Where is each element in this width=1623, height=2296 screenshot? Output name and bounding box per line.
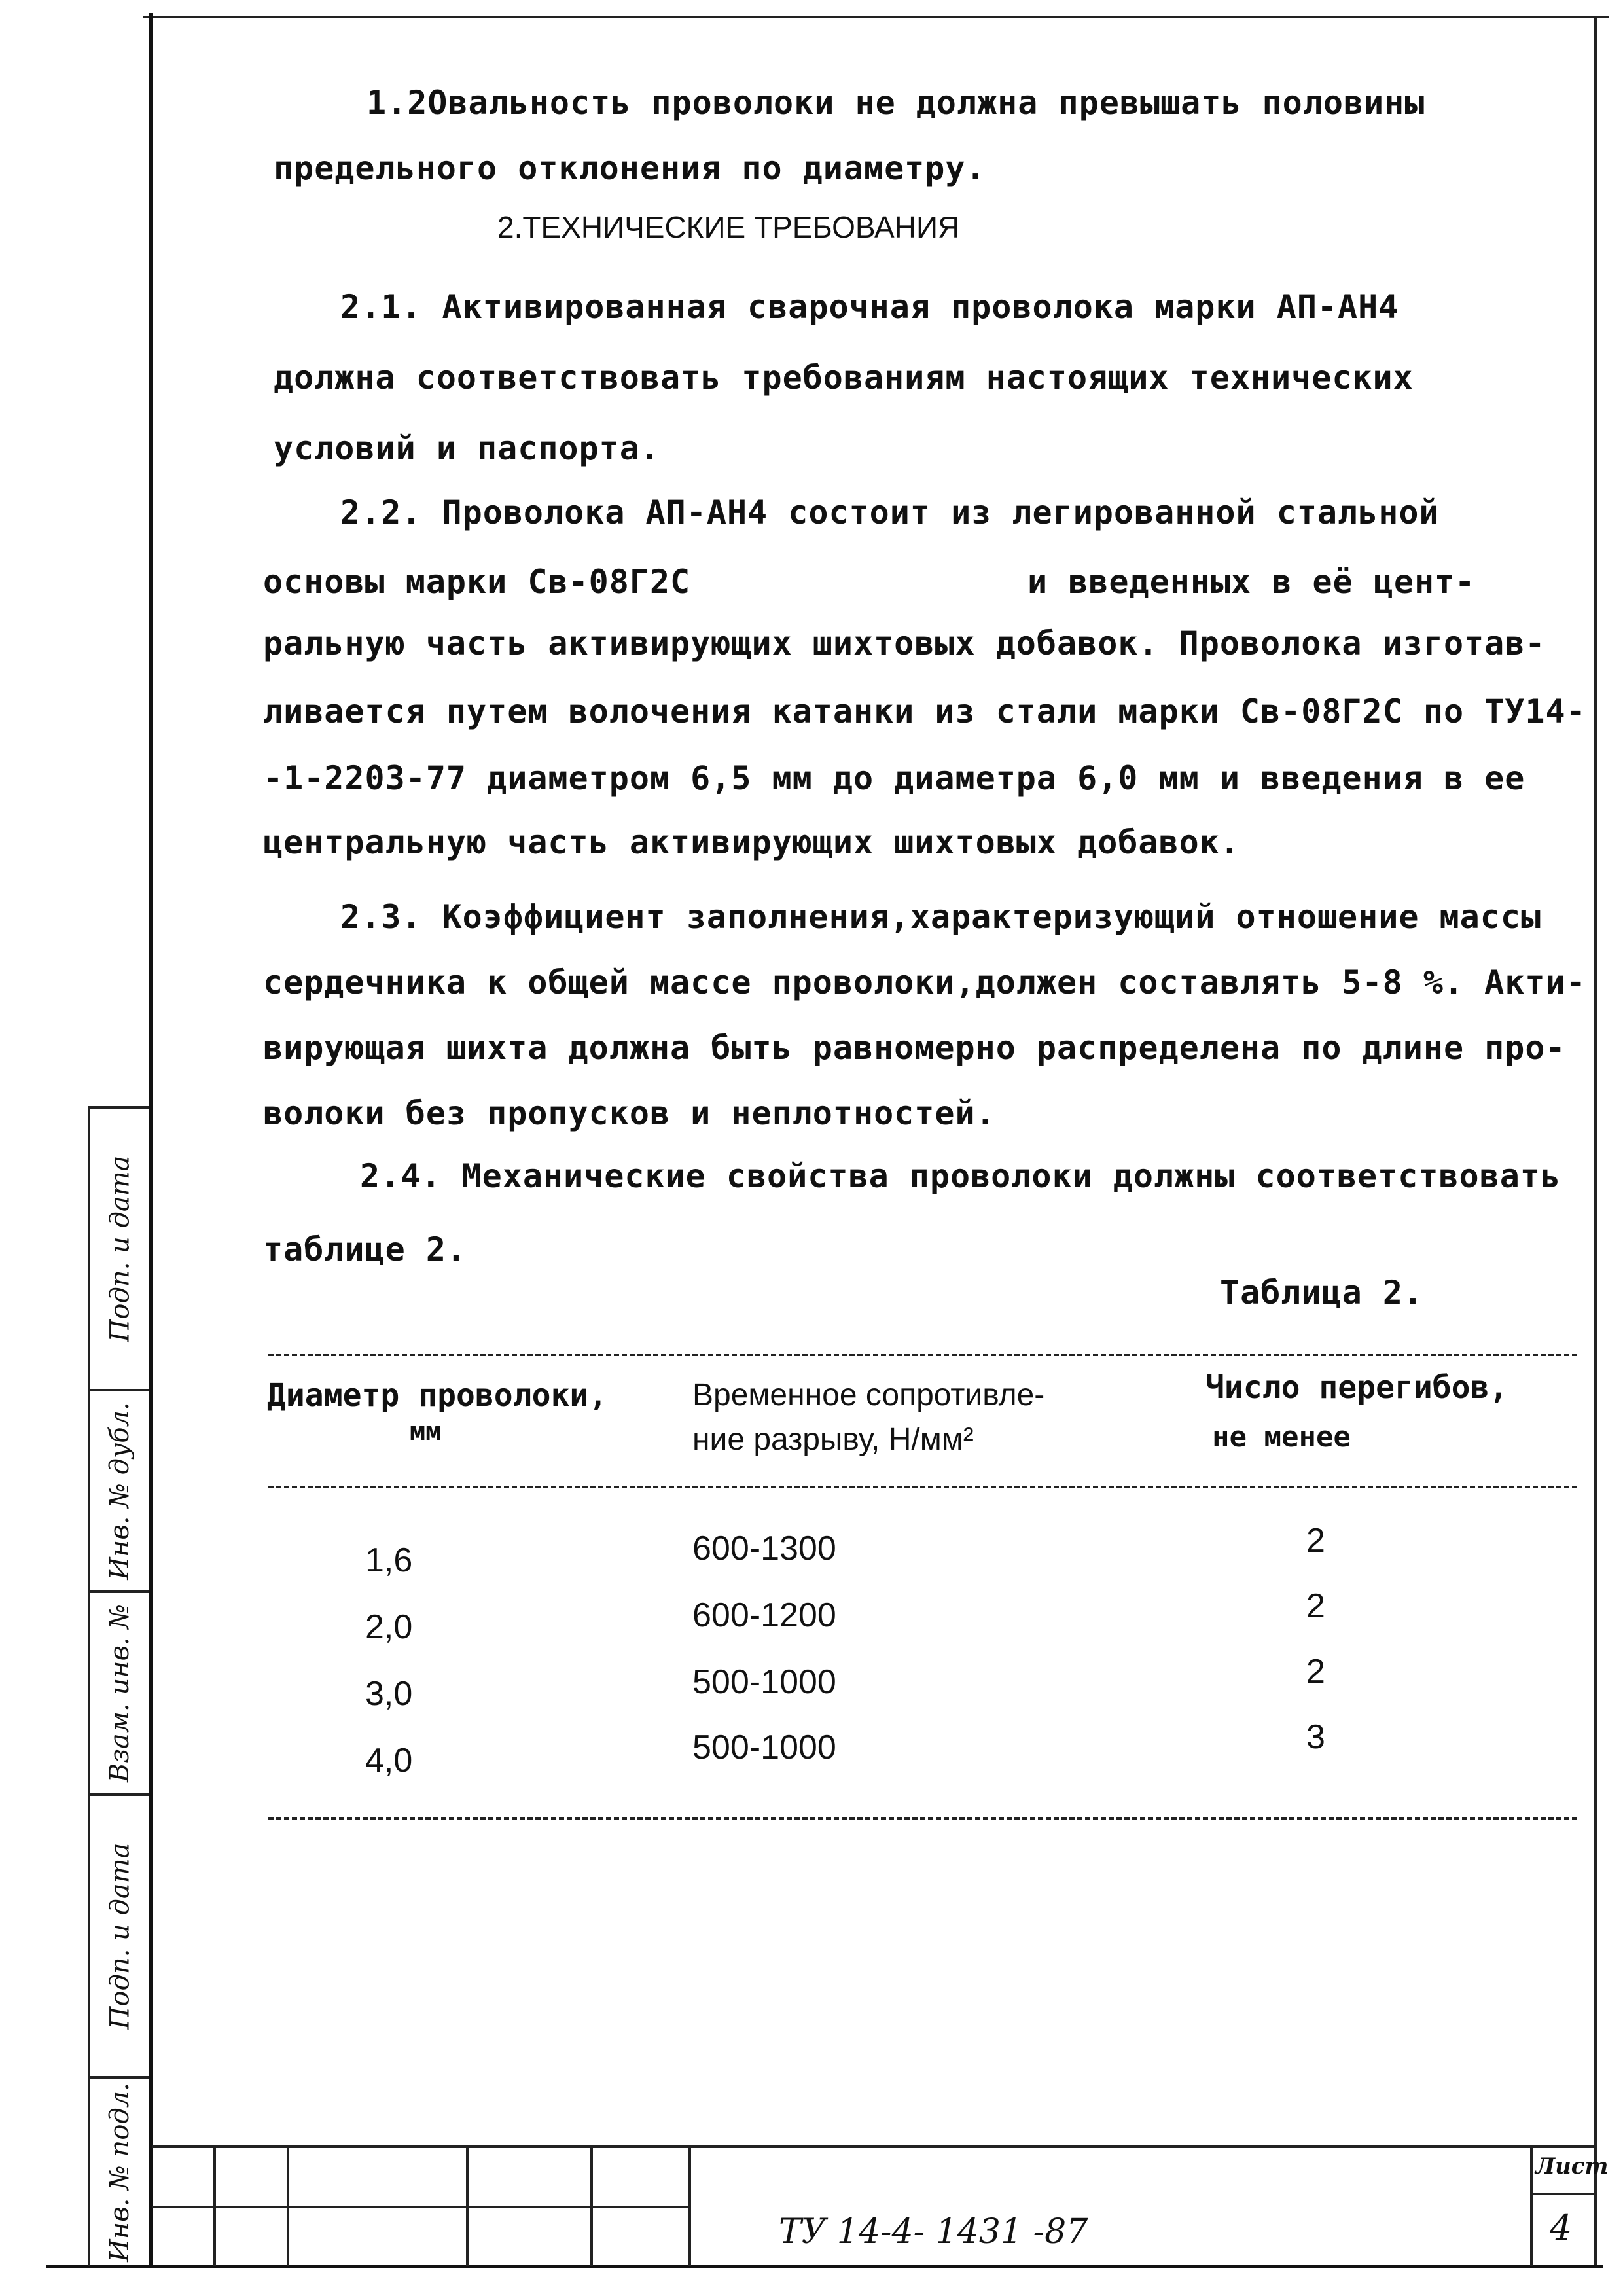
row-4-bends: 3 <box>1306 1718 1325 1756</box>
header-diameter-line-1: Диаметр проволоки, <box>267 1377 608 1414</box>
stamp-column-line <box>688 2147 691 2266</box>
header-diameter-line-2: мм <box>410 1416 442 1446</box>
side-label-vzam-inv: Взам. инв. № <box>105 1604 135 1783</box>
row-1-strength: 600-1300 <box>692 1530 836 1568</box>
table-bottom-rule <box>268 1817 1577 1820</box>
sheet-number: 4 <box>1550 2207 1573 2248</box>
paragraph-2-2-line-5: -1-2203-77 диаметром 6,5 мм до диаметра 6,0 мм и введения в ее <box>263 759 1525 797</box>
side-label-orig-inv: Инв. № подл. <box>105 2083 135 2262</box>
header-bends-line-2: не менее <box>1212 1420 1351 1454</box>
paragraph-2-4-line-1: 2.4. Механические свойства проволоки должны соответствовать <box>360 1157 1561 1195</box>
row-1-diameter: 1,6 <box>365 1541 413 1579</box>
header-strength-line-2: ние разрыву, Н/мм² <box>692 1422 974 1457</box>
paragraph-2-3-line-4: волоки без пропусков и неплотностей. <box>263 1094 996 1132</box>
row-2-bends: 2 <box>1306 1587 1325 1625</box>
stamp-column-line <box>213 2147 216 2266</box>
row-3-bends: 2 <box>1306 1653 1325 1691</box>
paragraph-2-4-line-2: таблице 2. <box>263 1230 467 1268</box>
header-strength-line-1: Временное сопротивле- <box>692 1378 1045 1412</box>
paragraph-2-1-line-3: условий и паспорта. <box>274 429 660 467</box>
row-2-diameter: 2,0 <box>365 1608 413 1646</box>
stamp-sheet-column <box>1530 2147 1533 2266</box>
table-caption: Таблица 2. <box>1220 1274 1424 1312</box>
paragraph-2-2-line-4: ливается путем волочения катанки из стали марки Св-08Г2С по ТУ14- <box>263 692 1586 730</box>
row-3-diameter: 3,0 <box>365 1675 413 1713</box>
table-top-rule <box>268 1354 1577 1356</box>
stamp-column-line <box>466 2147 469 2266</box>
side-label-dup-inv: Инв. № дубл. <box>105 1402 135 1580</box>
row-4-strength: 500-1000 <box>692 1729 836 1767</box>
frame-top-line <box>143 16 1609 18</box>
paragraph-2-3-line-1: 2.3. Коэффициент заполнения,характеризующий отношение массы <box>340 898 1542 936</box>
paragraph-2-3-line-2: сердечника к общей массе проволоки,должен составлять 5-8 %. Акти- <box>263 963 1586 1001</box>
document-number: ТУ 14-4- 1431 -87 <box>779 2212 1088 2251</box>
row-4-diameter: 4,0 <box>365 1742 413 1780</box>
frame-right-line <box>1594 16 1597 2266</box>
row-3-strength: 500-1000 <box>692 1663 836 1701</box>
paragraph-2-1-line-2: должна соответствовать требованиям настоящих технических <box>274 359 1414 397</box>
paragraph-1-2-line-1: 1.2Овальность проволоки не должна превышать половины <box>366 84 1425 122</box>
paragraph-2-2-line-2a: основы марки Св-08Г2С <box>263 563 691 601</box>
header-bends-line-1: Число перегибов, <box>1205 1369 1508 1406</box>
paragraph-2-1-line-1: 2.1. Активированная сварочная проволока марки АП-АН4 <box>340 288 1399 326</box>
paragraph-2-2-line-1: 2.2. Проволока АП-АН4 состоит из легированной стальной <box>340 493 1440 531</box>
paragraph-2-2-line-2b: и введенных в её цент- <box>1027 563 1476 601</box>
stamp-top-line <box>152 2145 1596 2148</box>
stamp-mid-line <box>152 2206 688 2208</box>
paragraph-2-3-line-3: вирующая шихта должна быть равномерно распределена по длине про- <box>263 1029 1566 1067</box>
stamp-column-line <box>287 2147 289 2266</box>
paragraph-2-2-line-3: ральную часть активирующих шихтовых добавок. Проволока изготав- <box>263 624 1546 662</box>
section-heading: 2.ТЕХНИЧЕСКИЕ ТРЕБОВАНИЯ <box>497 210 960 244</box>
stamp-column-line <box>590 2147 593 2266</box>
table-header-rule <box>268 1486 1577 1488</box>
paragraph-1-2-line-2: предельного отклонения по диаметру. <box>274 149 986 187</box>
frame-bottom-line <box>46 2265 1603 2268</box>
paragraph-2-2-line-6: центральную часть активирующих шихтовых добавок. <box>263 823 1240 861</box>
row-2-strength: 600-1200 <box>692 1596 836 1634</box>
sheet-label: Лист <box>1535 2153 1609 2179</box>
side-label-sign-date-1: Подп. и дата <box>105 1155 135 1342</box>
row-1-bends: 2 <box>1306 1522 1325 1560</box>
side-label-sign-date-2: Подп. и дата <box>105 1842 135 2030</box>
stamp-sheet-divider <box>1531 2193 1596 2195</box>
